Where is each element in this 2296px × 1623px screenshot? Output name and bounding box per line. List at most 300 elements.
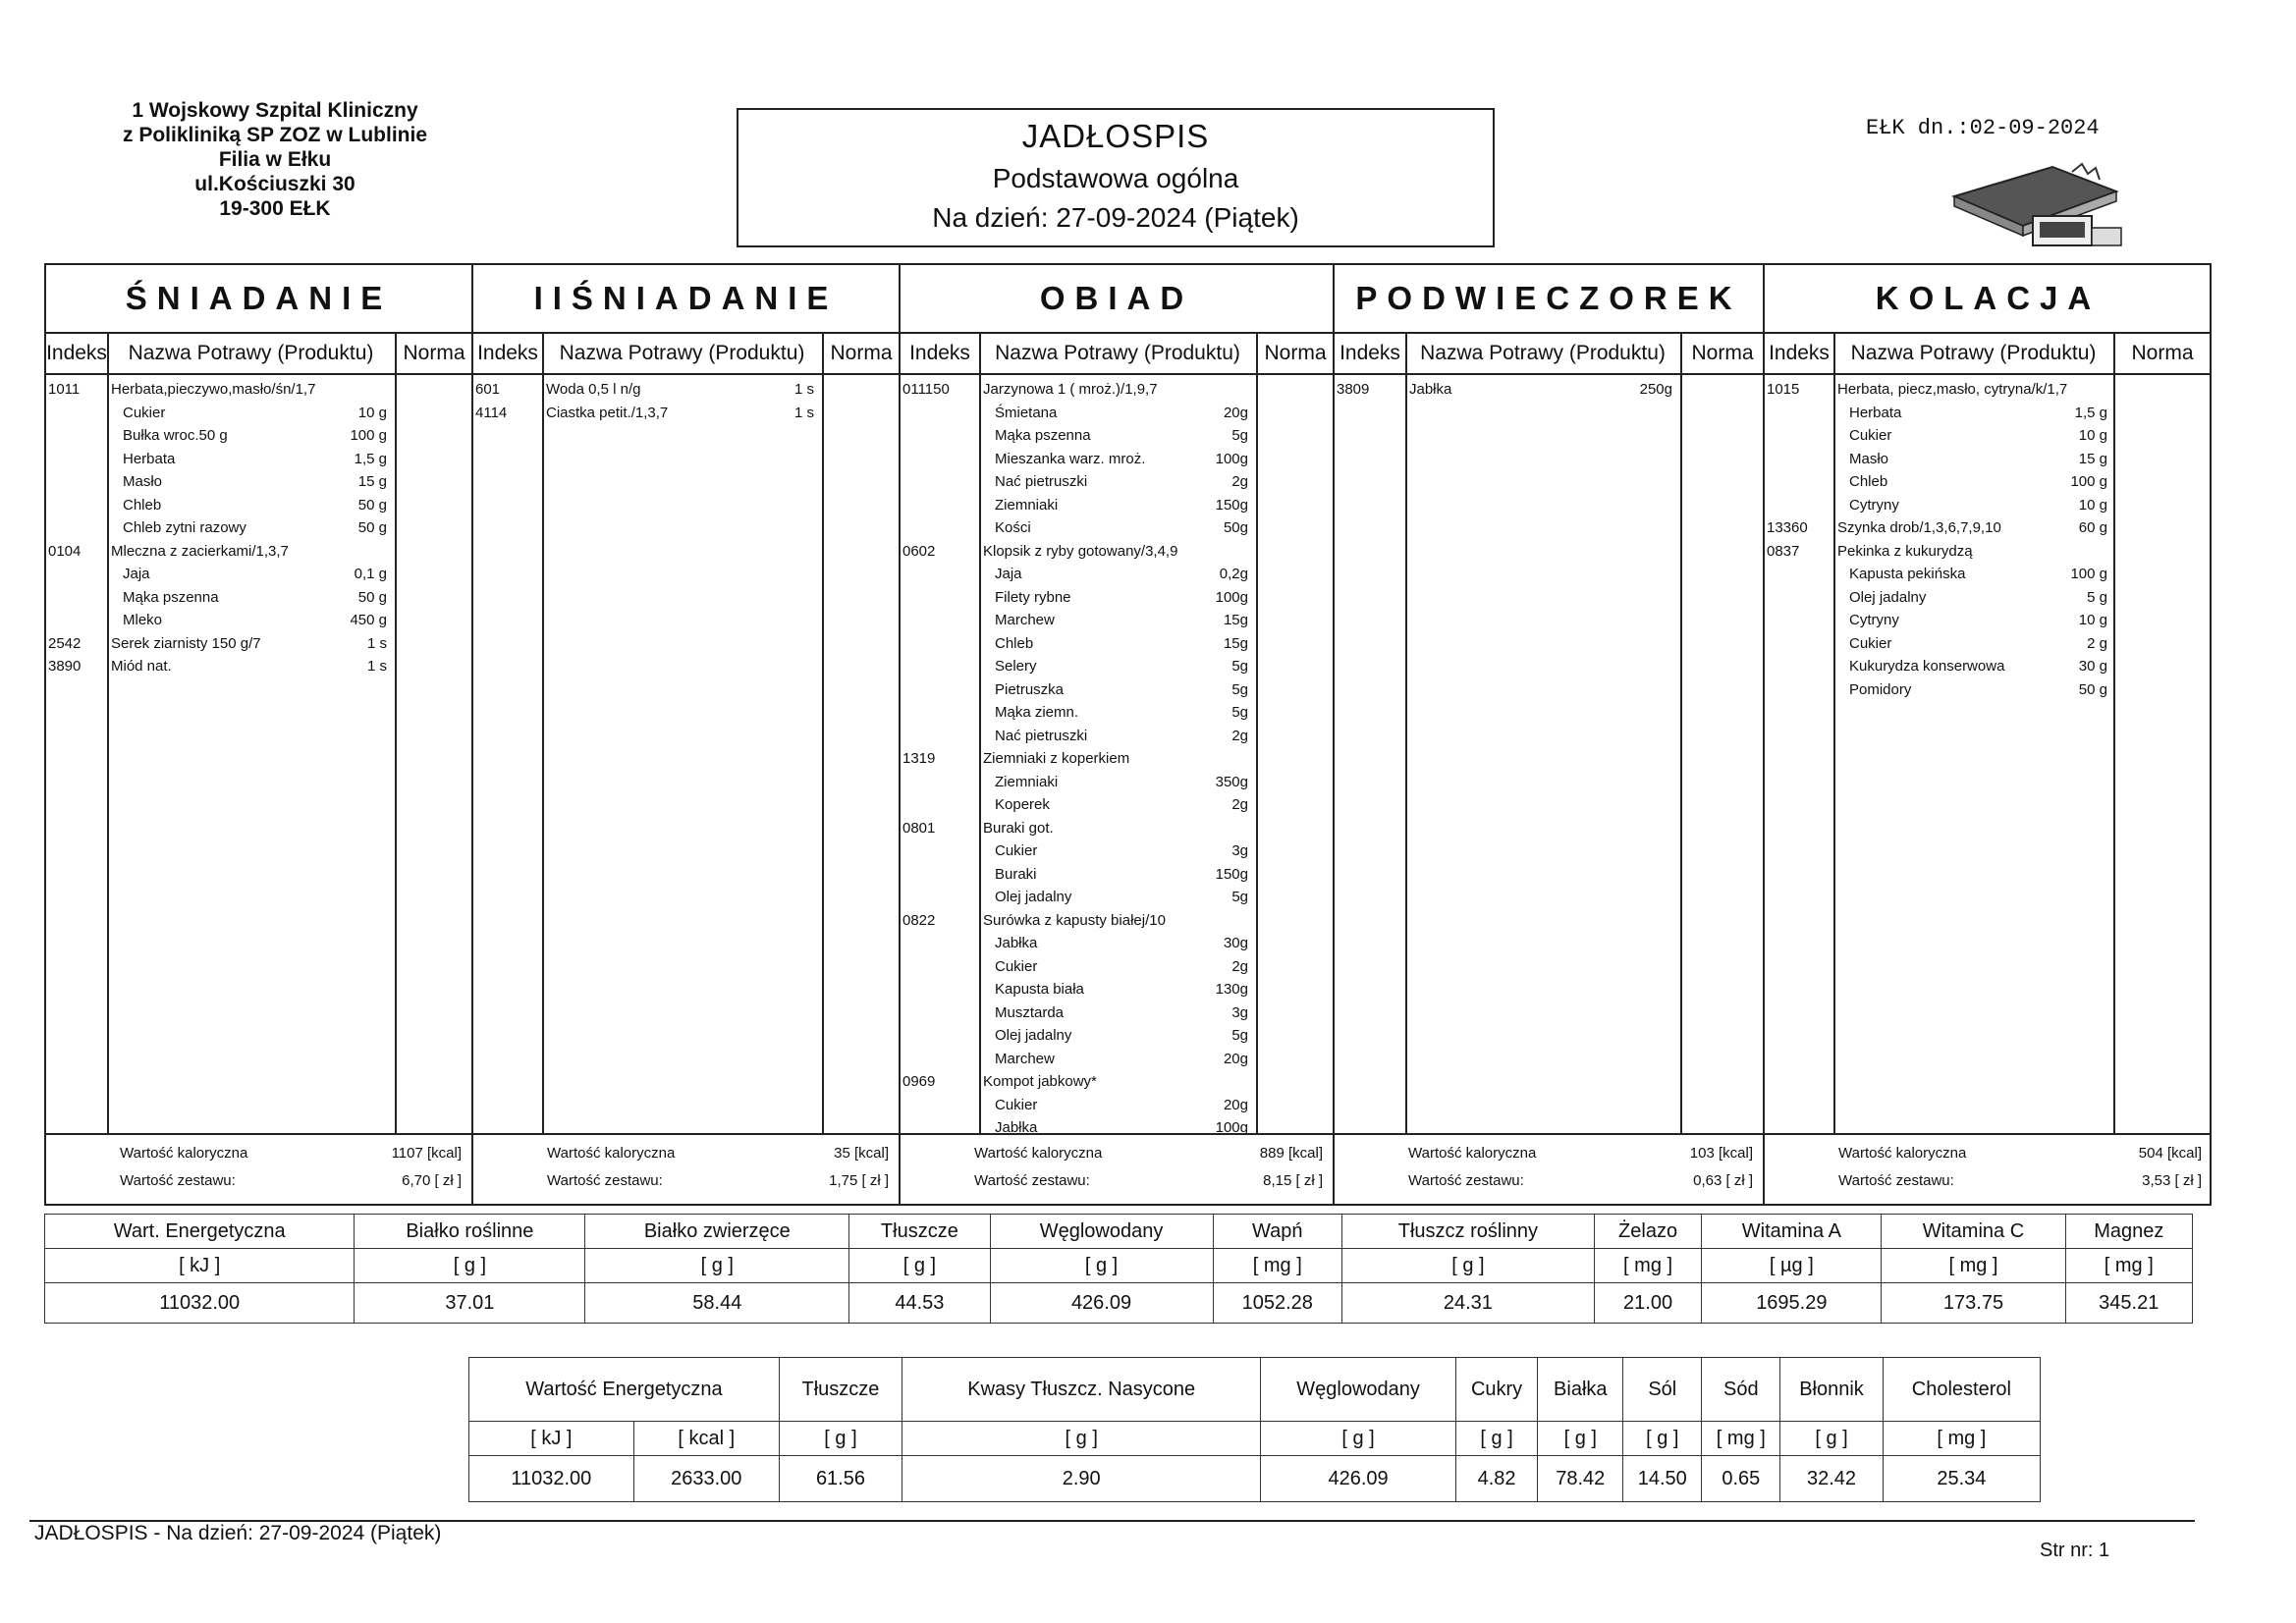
column-header-name: Nazwa Potrawy (Produktu) [1833, 334, 2113, 375]
nutrient-name: Kwasy Tłuszcz. Nasycone [902, 1358, 1261, 1422]
item-norm: 50 g [357, 588, 387, 606]
meal-summary [473, 1133, 899, 1204]
list-item [473, 379, 899, 401]
cost-label: Wartość zestawu: [1408, 1172, 1524, 1189]
column-header-index: Indeks [901, 334, 979, 375]
nutrient-name: Cholesterol [1883, 1358, 2040, 1422]
header-divider [1765, 373, 2212, 375]
item-index: 13360 [1767, 519, 1808, 536]
item-name: Jarzynowa 1 ( mroż.)/1,9,7 [983, 381, 1158, 398]
hospital-line: 19-300 EŁK [219, 197, 331, 220]
list-item [901, 517, 1333, 539]
hospital-address [103, 98, 447, 221]
item-index: 011150 [902, 381, 950, 398]
nutrient-unit: [ g ] [902, 1422, 1261, 1456]
nutrient-unit: [ µg ] [1702, 1249, 1882, 1283]
list-item [1765, 656, 2212, 677]
list-item [901, 403, 1333, 424]
nutrient-name: Tłuszcze [779, 1358, 902, 1422]
nutrient-name: Tłuszcz roślinny [1341, 1215, 1594, 1249]
item-name: Śmietana [995, 404, 1058, 421]
header-divider [1335, 373, 1763, 375]
nutrient-value: 44.53 [849, 1283, 990, 1324]
nutrient-unit: [ g ] [1780, 1422, 1883, 1456]
nutrient-unit: [ g ] [1538, 1422, 1623, 1456]
list-item [901, 726, 1333, 747]
title-box [737, 108, 1495, 247]
nutrient-value: 14.50 [1623, 1456, 1702, 1502]
item-norm: 30 g [2078, 658, 2107, 675]
nutrient-name: Białko zwierzęce [585, 1215, 849, 1249]
nutrient-value: 173.75 [1882, 1283, 2065, 1324]
item-norm: 0,2g [1219, 566, 1248, 582]
item-norm: 1 s [793, 381, 814, 398]
list-item [1335, 379, 1763, 401]
item-name: Jabłka [995, 1119, 1038, 1136]
nutrition-summary-table [44, 1214, 2193, 1324]
item-norm: 5 g [2087, 588, 2107, 606]
item-norm: 100 g [350, 427, 387, 444]
nutrient-value: 1052.28 [1213, 1283, 1341, 1324]
list-item [46, 495, 471, 516]
nutrient-value: 37.01 [355, 1283, 585, 1324]
item-name: Pomidory [1849, 680, 1912, 698]
column-header-norm: Norma [2113, 334, 2212, 375]
list-item [1765, 379, 2212, 401]
nutrient-value: 1695.29 [1702, 1283, 1882, 1324]
item-name: Miód nat. [111, 658, 172, 675]
list-item [901, 772, 1333, 793]
nutrient-unit: [ mg ] [1883, 1422, 2040, 1456]
item-norm: 100g [1215, 1119, 1248, 1136]
item-name: Bułka wroc.50 g [123, 427, 228, 444]
list-item [1765, 541, 2212, 563]
list-item [1765, 633, 2212, 655]
list-item [1765, 449, 2212, 470]
item-norm: 0,1 g [354, 566, 387, 582]
item-name: Kompot jabkowy* [983, 1073, 1097, 1090]
list-item [46, 633, 471, 655]
item-name: Kapusta biała [995, 981, 1084, 998]
item-norm: 15g [1223, 634, 1248, 652]
item-name: Cukier [995, 842, 1038, 859]
item-name: Klopsik z ryby gotowany/3,4,9 [983, 542, 1178, 560]
nutrient-value: 2.90 [902, 1456, 1261, 1502]
item-norm: 5g [1231, 704, 1248, 721]
item-name: Nać pietruszki [995, 473, 1088, 490]
list-item [473, 403, 899, 424]
item-norm: 15 g [357, 473, 387, 490]
nutrition-value-row [45, 1283, 2193, 1324]
nutrient-unit: [ g ] [1341, 1249, 1594, 1283]
item-norm: 450 g [350, 612, 387, 628]
cost-value: 3,53 [ zł ] [2142, 1172, 2202, 1189]
list-item [901, 887, 1333, 908]
kcal-value: 35 [kcal] [834, 1145, 889, 1162]
kcal-value: 1107 [kcal] [391, 1145, 462, 1162]
meals-table [44, 263, 2212, 1206]
nutrient-value: 24.31 [1341, 1283, 1594, 1324]
item-norm: 1 s [366, 658, 387, 675]
nutrient-name: Cukry [1455, 1358, 1537, 1422]
list-item [46, 656, 471, 677]
meal-summary [901, 1133, 1333, 1204]
list-item [901, 1049, 1333, 1070]
nutrient-name: Witamina C [1882, 1215, 2065, 1249]
meal-title: PODWIECZOREK [1335, 265, 1763, 334]
footer-text: JADŁOSPIS - Na dzień: 27-09-2024 (Piątek) [34, 1522, 442, 1544]
list-item [901, 449, 1333, 470]
item-norm: 100 g [2070, 566, 2107, 582]
item-name: Herbata, piecz,masło, cytryna/k/1,7 [1837, 381, 2068, 398]
item-index: 601 [475, 381, 501, 398]
item-index: 4114 [475, 404, 508, 421]
item-norm: 100 g [2070, 473, 2107, 490]
item-name: Cukier [1849, 427, 1892, 444]
nutrient-name: Sód [1702, 1358, 1780, 1422]
list-item [901, 956, 1333, 978]
item-norm: 100g [1215, 588, 1248, 606]
column-header-name: Nazwa Potrawy (Produktu) [107, 334, 395, 375]
item-name: Olej jadalny [1849, 588, 1927, 606]
item-name: Surówka z kapusty białej/10 [983, 911, 1166, 929]
item-norm: 10 g [357, 404, 387, 421]
nutrient-unit: [ g ] [1261, 1422, 1456, 1456]
nutrient-name: Błonnik [1780, 1358, 1883, 1422]
header-divider [473, 373, 899, 375]
item-name: Pekinka z kukurydzą [1837, 542, 1973, 560]
issue-date: EŁK dn.:02-09-2024 [1866, 116, 2100, 140]
item-norm: 50g [1223, 519, 1248, 536]
list-item [46, 541, 471, 563]
list-item [46, 587, 471, 609]
nutrient-name: Sól [1623, 1358, 1702, 1422]
list-item [1765, 425, 2212, 447]
list-item [901, 910, 1333, 932]
list-item [901, 1002, 1333, 1024]
column-header-norm: Norma [1256, 334, 1335, 375]
nutrient-unit: [ g ] [355, 1249, 585, 1283]
item-norm: 50 g [357, 519, 387, 536]
item-name: Nać pietruszki [995, 727, 1088, 744]
nutrient-value: 0.65 [1702, 1456, 1780, 1502]
item-norm: 10 g [2078, 612, 2107, 628]
list-item [1765, 610, 2212, 631]
nutrient-name: Białko roślinne [355, 1215, 585, 1249]
kcal-label: Wartość kaloryczna [120, 1145, 248, 1162]
item-name: Masło [1849, 450, 1889, 467]
item-norm: 2g [1231, 727, 1248, 744]
column-divider [1405, 334, 1407, 1133]
list-item [46, 449, 471, 470]
nutrient-value: 426.09 [1261, 1456, 1456, 1502]
item-norm: 5g [1231, 680, 1248, 698]
list-item [901, 1071, 1333, 1093]
cost-value: 1,75 [ zł ] [829, 1172, 889, 1189]
item-index: 0969 [902, 1073, 936, 1090]
item-name: Woda 0,5 l n/g [546, 381, 641, 398]
item-name: Jaja [123, 566, 150, 582]
item-index: 0602 [902, 542, 936, 560]
nutrient-name: Tłuszcze [849, 1215, 990, 1249]
item-index: 1319 [902, 750, 936, 767]
item-norm: 100g [1215, 450, 1248, 467]
item-name: Masło [123, 473, 163, 490]
energy-kj-value: 11032.00 [469, 1456, 634, 1502]
list-item [901, 1025, 1333, 1047]
item-name: Kapusta pekińska [1849, 566, 1966, 582]
column-header-index: Indeks [473, 334, 542, 375]
item-norm: 10 g [2078, 496, 2107, 514]
item-norm: 130g [1215, 981, 1248, 998]
nutrient-unit: [ g ] [1455, 1422, 1537, 1456]
column-header-name: Nazwa Potrawy (Produktu) [979, 334, 1256, 375]
list-item [46, 379, 471, 401]
item-name: Kukurydza konserwowa [1849, 658, 2005, 675]
nutrient-value: 32.42 [1780, 1456, 1883, 1502]
list-item [901, 794, 1333, 816]
item-name: Ziemniaki z koperkiem [983, 750, 1130, 767]
kcal-label: Wartość kaloryczna [1408, 1145, 1537, 1162]
nutrition-detail-table [468, 1357, 2041, 1502]
meal-column [46, 265, 473, 1204]
item-norm: 50 g [2078, 680, 2107, 698]
item-index: 0822 [902, 911, 936, 929]
cost-value: 8,15 [ zł ] [1263, 1172, 1323, 1189]
column-header-name: Nazwa Potrawy (Produktu) [1405, 334, 1680, 375]
item-index: 0801 [902, 819, 936, 837]
list-item [901, 1095, 1333, 1116]
item-name: Marchew [995, 612, 1055, 628]
nutrient-unit: [ mg ] [2065, 1249, 2192, 1283]
cost-label: Wartość zestawu: [547, 1172, 663, 1189]
list-item [901, 541, 1333, 563]
book-laptop-icon [1944, 157, 2131, 255]
item-name: Herbata,pieczywo,masło/śn/1,7 [111, 381, 316, 398]
item-norm: 350g [1215, 773, 1248, 790]
list-item [901, 564, 1333, 585]
header-divider [46, 373, 471, 375]
nutrient-value: 426.09 [990, 1283, 1213, 1324]
list-item [901, 656, 1333, 677]
item-index: 2542 [48, 634, 82, 652]
item-norm: 5g [1231, 1027, 1248, 1044]
list-item [46, 517, 471, 539]
item-norm: 3g [1231, 1003, 1248, 1021]
nutrient-unit: [ g ] [585, 1249, 849, 1283]
nutrition-unit-row [45, 1249, 2193, 1283]
item-norm: 2g [1231, 796, 1248, 813]
nutrient-name: Węglowodany [990, 1215, 1213, 1249]
meal-summary [1765, 1133, 2212, 1204]
column-header-name: Nazwa Potrawy (Produktu) [542, 334, 822, 375]
list-item [901, 495, 1333, 516]
item-name: Mąka pszenna [995, 427, 1091, 444]
nutrition-detail-header-row [469, 1358, 2041, 1422]
meal-column [1335, 265, 1765, 1204]
item-name: Herbata [1849, 404, 1902, 421]
item-name: Chleb [123, 496, 162, 514]
kcal-label: Wartość kaloryczna [974, 1145, 1103, 1162]
item-name: Cukier [1849, 634, 1892, 652]
item-name: Musztarda [995, 1003, 1065, 1021]
nutrient-name: Białka [1538, 1358, 1623, 1422]
meal-summary [46, 1133, 471, 1204]
energy-kcal-value: 2633.00 [633, 1456, 779, 1502]
item-name: Buraki got. [983, 819, 1054, 837]
column-header-norm: Norma [1680, 334, 1765, 375]
energy-header: Wartość Energetyczna [469, 1358, 780, 1422]
list-item [901, 748, 1333, 770]
meal-title: KOLACJA [1765, 265, 2212, 334]
item-name: Mąka pszenna [123, 588, 219, 606]
item-name: Kości [995, 519, 1031, 536]
item-name: Mleczna z zacierkami/1,3,7 [111, 542, 289, 560]
diet-type: Podstawowa ogólna [992, 163, 1239, 193]
item-norm: 1,5 g [2074, 404, 2107, 421]
item-name: Jabłka [995, 935, 1038, 951]
nutrient-value: 11032.00 [45, 1283, 355, 1324]
list-item [1765, 679, 2212, 701]
list-item [901, 818, 1333, 839]
energy-kj-unit: [ kJ ] [469, 1422, 634, 1456]
kcal-value: 889 [kcal] [1259, 1145, 1323, 1162]
item-name: Chleb [995, 634, 1034, 652]
nutrient-name: Węglowodany [1261, 1358, 1456, 1422]
list-item [1765, 495, 2212, 516]
list-item [46, 564, 471, 585]
list-item [901, 471, 1333, 493]
item-norm: 1 s [793, 404, 814, 421]
column-header-index: Indeks [1765, 334, 1833, 375]
list-item [901, 610, 1333, 631]
page-number: Str nr: 1 [2040, 1540, 2110, 1561]
nutrient-unit: [ mg ] [1882, 1249, 2065, 1283]
item-norm: 150g [1215, 865, 1248, 883]
nutrient-unit: [ mg ] [1702, 1422, 1780, 1456]
nutrient-value: 21.00 [1594, 1283, 1701, 1324]
cost-value: 0,63 [ zł ] [1693, 1172, 1753, 1189]
nutrient-unit: [ g ] [849, 1249, 990, 1283]
nutrient-value: 4.82 [1455, 1456, 1537, 1502]
hospital-line: z Polikliniką SP ZOZ w Lublinie [123, 124, 427, 146]
list-item [901, 379, 1333, 401]
item-norm: 1,5 g [354, 450, 387, 467]
item-norm: 250g [1639, 381, 1672, 398]
list-item [901, 425, 1333, 447]
kcal-value: 103 [kcal] [1689, 1145, 1753, 1162]
list-item [46, 610, 471, 631]
nutrient-unit: [ mg ] [1594, 1249, 1701, 1283]
menu-date: Na dzień: 27-09-2024 (Piątek) [932, 202, 1299, 233]
item-name: Cukier [123, 404, 166, 421]
nutrition-detail-value-row [469, 1456, 2041, 1502]
list-item [1765, 587, 2212, 609]
cost-label: Wartość zestawu: [120, 1172, 236, 1189]
item-name: Herbata [123, 450, 176, 467]
kcal-value: 504 [kcal] [2138, 1145, 2202, 1162]
item-name: Jabłka [1409, 381, 1452, 398]
item-norm: 1 s [366, 634, 387, 652]
item-name: Buraki [995, 865, 1037, 883]
item-norm: 60 g [2078, 519, 2107, 536]
item-norm: 5g [1231, 427, 1248, 444]
meal-column [1765, 265, 2212, 1204]
item-norm: 10 g [2078, 427, 2107, 444]
item-index: 1011 [48, 381, 81, 398]
header-divider [901, 373, 1333, 375]
nutrient-unit: [ mg ] [1213, 1249, 1341, 1283]
item-norm: 150g [1215, 496, 1248, 514]
nutrient-value: 78.42 [1538, 1456, 1623, 1502]
hospital-line: 1 Wojskowy Szpital Kliniczny [132, 99, 418, 122]
column-header-norm: Norma [822, 334, 901, 375]
column-divider [1680, 334, 1682, 1133]
item-norm: 20g [1223, 1050, 1248, 1067]
item-name: Ciastka petit./1,3,7 [546, 404, 669, 421]
item-norm: 30g [1223, 935, 1248, 951]
item-name: Ziemniaki [995, 773, 1059, 790]
nutrient-name: Magnez [2065, 1215, 2192, 1249]
list-item [901, 933, 1333, 954]
item-name: Cukier [995, 957, 1038, 975]
item-index: 0104 [48, 542, 82, 560]
meal-title: OBIAD [901, 265, 1333, 334]
item-norm: 2g [1231, 957, 1248, 975]
item-norm: 20g [1223, 1096, 1248, 1113]
list-item [901, 679, 1333, 701]
item-norm: 5g [1231, 658, 1248, 675]
list-item [901, 840, 1333, 862]
meal-column [473, 265, 901, 1204]
item-name: Filety rybne [995, 588, 1071, 606]
item-name: Chleb zytni razowy [123, 519, 246, 536]
nutrient-value: 58.44 [585, 1283, 849, 1324]
nutrient-unit: [ g ] [779, 1422, 902, 1456]
kcal-label: Wartość kaloryczna [1838, 1145, 1967, 1162]
nutrient-value: 61.56 [779, 1456, 902, 1502]
item-norm: 15g [1223, 612, 1248, 628]
item-name: Olej jadalny [995, 1027, 1072, 1044]
item-name: Koperek [995, 796, 1050, 813]
item-name: Pietruszka [995, 680, 1065, 698]
meal-title: ŚNIADANIE [46, 265, 471, 334]
energy-kcal-unit: [ kcal ] [633, 1422, 779, 1456]
item-name: Szynka drob/1,3,6,7,9,10 [1837, 519, 2001, 536]
item-index: 3809 [1337, 381, 1370, 398]
item-norm: 50 g [357, 496, 387, 514]
column-header-norm: Norma [395, 334, 473, 375]
item-name: Olej jadalny [995, 889, 1072, 905]
item-name: Mieszanka warz. mroż. [995, 450, 1146, 467]
list-item [46, 403, 471, 424]
list-item [901, 979, 1333, 1001]
item-norm: 2 g [2087, 634, 2107, 652]
item-norm: 3g [1231, 842, 1248, 859]
nutrient-name: Wart. Energetyczna [45, 1215, 355, 1249]
item-norm: 2g [1231, 473, 1248, 490]
cost-value: 6,70 [ zł ] [402, 1172, 462, 1189]
item-index: 1015 [1767, 381, 1800, 398]
list-item [901, 587, 1333, 609]
nutrient-unit: [ g ] [990, 1249, 1213, 1283]
item-index: 3890 [48, 658, 82, 675]
nutrient-name: Wapń [1213, 1215, 1341, 1249]
column-divider [542, 334, 544, 1133]
hospital-line: Filia w Ełku [218, 148, 332, 171]
item-name: Ziemniaki [995, 496, 1059, 514]
item-norm: 5g [1231, 889, 1248, 905]
